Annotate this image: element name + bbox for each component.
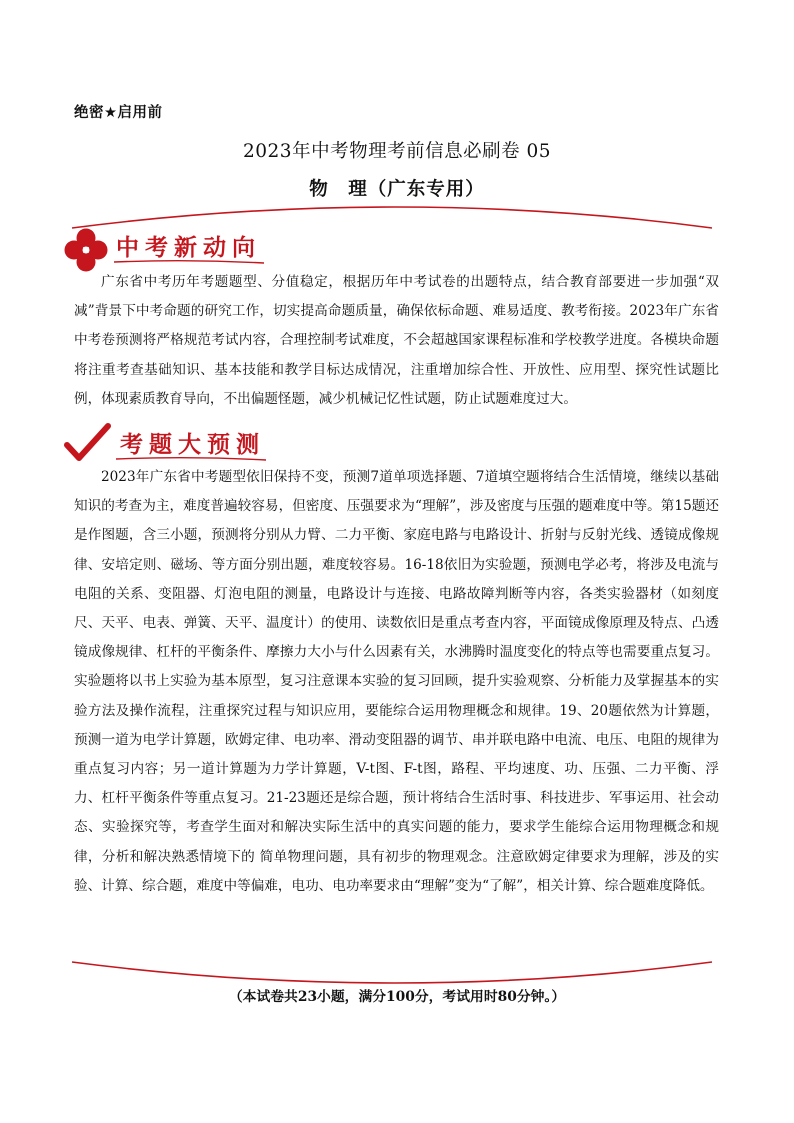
section-paragraph-trends: 广东省中考历年考题题型、分值稳定，根据历年中考试卷的出题特点，结合教育部要进一步加强“双减”背景下中考命题的研究工作，切实提高命题质量，确保依标命题、难易适度、教考衔接。2023年广东省中考卷预测将严格规范考试内容，合理控制考试难度，不会超越国家课程标准和学校教学进度。各模块命题将注重考查基础知识、基本技能和教学目标达成情况，注重增加综合性、开放性、应用型、探究性试题比例，体现素质教育导向，不出偏题怪题，减少机械记忆性试题，防止试题难度过大。 xyxy=(74,274,719,407)
paper-subtitle: 物 理（广东专用） xyxy=(309,179,485,200)
checkmark-icon xyxy=(64,420,112,464)
exam-info-note: （本试卷共23小题，满分100分，考试用时80分钟。） xyxy=(228,989,566,1005)
heading-underline xyxy=(114,259,264,265)
section-paragraph-forecast: 2023年广东省中考题型依旧保持不变，预测7道单项选择题、7道填空题将结合生活情境，继续以基础知识的考查为主，难度普遍较容易，但密度、压强要求为“理解”，涉及密度与压强的题难度中等。第15题还是作图题，含三小题，预测将分别从力臂、二力平衡、家庭电路与电路设计、折射与反射光线、透镜成像规律、安培定则、磁场、等方面分别出题，难度较容易。16-18依旧为实验题，预测电学必考，将涉及电流与电阻的关系、变阻器、灯泡电阻的测量，电路设计与连接、电路故障判断等内容，各类实验器材（如刻度尺、天平、电表、弹簧、天平、温度计）的使用、读数依旧是重点考查内容，平面镜成像原理及特点、凸透镜成像规律、杠杆的平衡条件、摩擦力大小与什么因素有关，水沸腾时温度变化的特点等也需要重点复习。实验题将以书上实验为基本原型，复习注意课本实验的复习回顾，提升实验观察、分析能力及掌握基本的实验方法及操作流程，注重探究过程与知识应用，要能综合运用物理概念和规律。19、20题依然为计算题，预测一道为电学计算题，欧姆定律、电功率、滑动变阻器的调节、串并联电路中电流、电压、电阻的规律为重点复习内容；另一道计算题为力学计算题，V-t图、F-t图，路程、平均速度、功、压强、二力平衡、浮力、杠杆平衡条件等重点复习。21-23题还是综合题，预计将结合生活时事、科技进步、军事运用、社会动态、实验探究等，考查学生面对和解决实际生活中的真实问题的能力，要求学生能综合运用物理概念和规律，分析和解决熟悉情境下的 简单物理问题，具有初步的物理观念。注意欧姆定律要求为理解，涉及的实验、计算、综合题，难度中等偏难，电功、电功率要求由“理解”变为“了解”，相关计算、综合题难度降低。 xyxy=(74,469,719,894)
section-heading-forecast: 考题大预测 xyxy=(120,432,265,458)
section-heading-trends: 中考新动向 xyxy=(116,235,261,261)
paper-title: 2023年中考物理考前信息必刷卷 05 xyxy=(242,141,551,162)
confidential-label: 绝密★启用前 xyxy=(74,105,163,121)
bottom-arc xyxy=(72,962,712,983)
top-arc xyxy=(72,207,712,228)
heading-underline xyxy=(116,456,266,462)
